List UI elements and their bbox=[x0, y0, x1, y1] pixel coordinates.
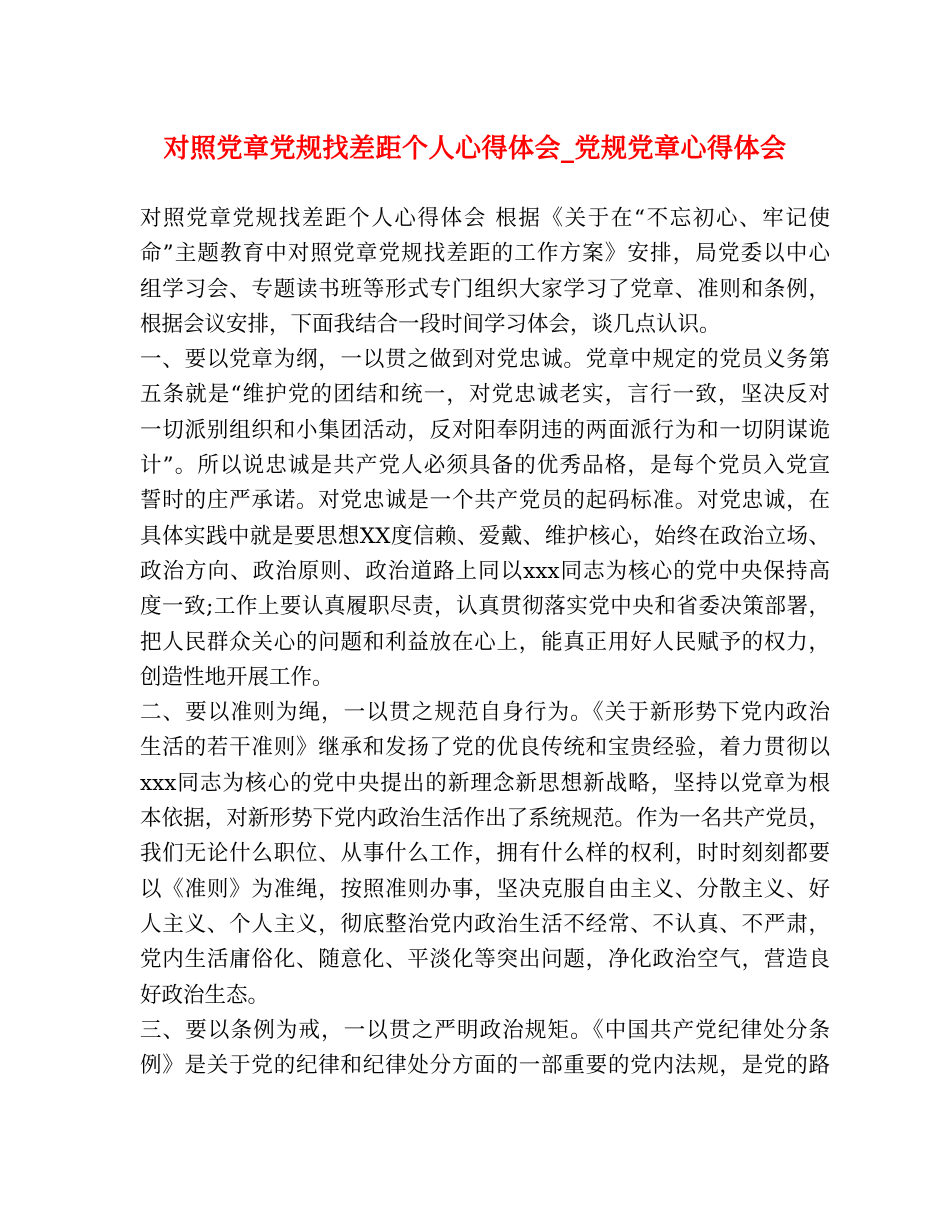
body-line: 具体实践中就是要思想XX度信赖、爱戴、维护核心，始终在政治立场、 bbox=[140, 523, 830, 549]
body-line: 命”主题教育中对照党章党规找差距的工作方案》安排，局党委以中心 bbox=[140, 241, 830, 267]
body-line: 生活的若干准则》继承和发扬了党的优良传统和宝贵经验，着力贯彻以 bbox=[140, 735, 830, 761]
body-line: 一切派别组织和小集团活动，反对阳奉阴违的两面派行为和一切阴谋诡 bbox=[140, 417, 830, 443]
body-line: 誓时的庄严承诺。对党忠诚是一个共产党员的起码标准。对党忠诚，在 bbox=[140, 488, 830, 514]
body-line: 二、要以准则为绳，一以贯之规范自身行为。《关于新形势下党内政治 bbox=[140, 700, 830, 726]
body-line: 党内生活庸俗化、随意化、平淡化等突出问题，净化政治空气，营造良 bbox=[140, 947, 830, 973]
body-line: xxx同志为核心的党中央提出的新理念新思想新战略，坚持以党章为根 bbox=[140, 770, 830, 796]
body-line: 根据会议安排，下面我结合一段时间学习体会，谈几点认识。 bbox=[140, 311, 721, 337]
body-line: 以《准则》为准绳，按照准则办事，坚决克服自由主义、分散主义、好 bbox=[140, 876, 830, 902]
body-line: 计”。所以说忠诚是共产党人必须具备的优秀品格，是每个党员入党宣 bbox=[140, 453, 830, 479]
body-line: 度一致;工作上要认真履职尽责，认真贯彻落实党中央和省委决策部署， bbox=[140, 594, 830, 620]
body-line: 创造性地开展工作。 bbox=[140, 664, 334, 690]
body-line: 政治方向、政治原则、政治道路上同以xxx同志为核心的党中央保持高 bbox=[140, 558, 830, 584]
document-body bbox=[140, 201, 830, 1083]
body-line: 本依据，对新形势下党内政治生活作出了系统规范。作为一名共产党员， bbox=[140, 806, 830, 832]
body-line: 五条就是“维护党的团结和统一，对党忠诚老实，言行一致，坚决反对 bbox=[140, 382, 830, 408]
body-line: 一、要以党章为纲，一以贯之做到对党忠诚。党章中规定的党员义务第 bbox=[140, 347, 830, 373]
body-line: 组学习会、专题读书班等形式专门组织大家学习了党章、准则和条例， bbox=[140, 276, 830, 302]
document-title: 对照党章党规找差距个人心得体会_党规党章心得体会 bbox=[163, 134, 787, 164]
body-line: 把人民群众关心的问题和利益放在心上，能真正用好人民赋予的权力， bbox=[140, 629, 830, 655]
body-line: 人主义、个人主义，彻底整治党内政治生活不经常、不认真、不严肃， bbox=[140, 911, 830, 937]
body-line: 对照党章党规找差距个人心得体会 根据《关于在“不忘初心、牢记使 bbox=[140, 206, 830, 231]
body-line: 好政治生态。 bbox=[140, 982, 270, 1008]
body-line: 三、要以条例为戒，一以贯之严明政治规矩。《中国共产党纪律处分条 bbox=[140, 1017, 830, 1043]
body-line: 我们无论什么职位、从事什么工作，拥有什么样的权利，时时刻刻都要 bbox=[140, 841, 830, 867]
body-line: 例》是关于党的纪律和纪律处分方面的一部重要的党内法规，是党的路 bbox=[140, 1053, 830, 1079]
